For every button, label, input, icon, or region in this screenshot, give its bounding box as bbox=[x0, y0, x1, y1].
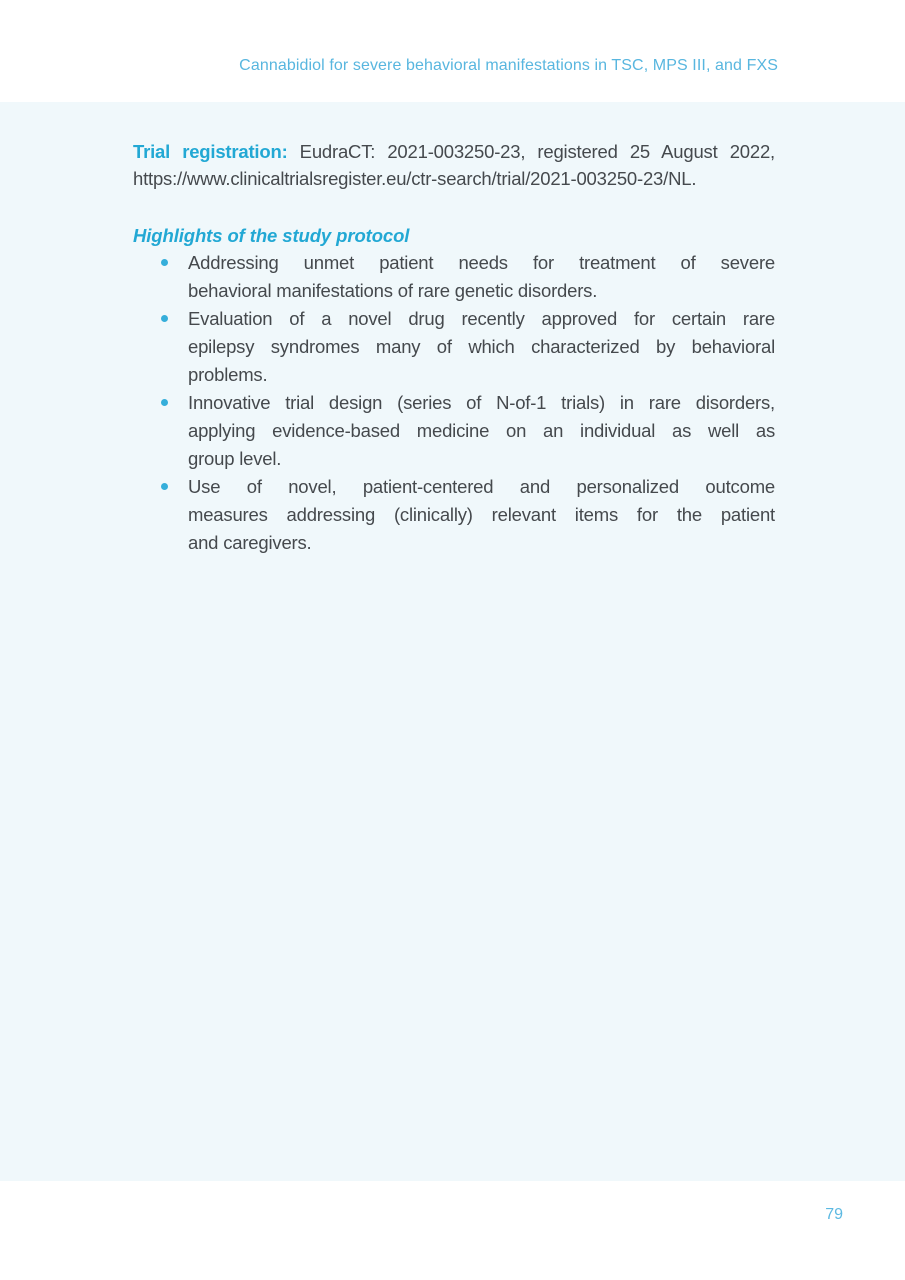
page-number: 79 bbox=[825, 1206, 843, 1223]
bullet-icon bbox=[161, 259, 168, 266]
bullet-icon bbox=[161, 483, 168, 490]
list-item-line: problems. bbox=[188, 364, 268, 385]
list-item-line: Addressing unmet patient needs for treatment of severe bbox=[188, 252, 775, 273]
list-item-line: Use of novel, patient-centered and personalized outcome bbox=[188, 476, 775, 497]
trial-registration-line1 bbox=[133, 138, 775, 165]
highlights-heading: Highlights of the study protocol bbox=[133, 225, 410, 246]
trial-registration-url: https://www.clinicaltrialsregister.eu/ctr-search/trial/2021-003250-23/NL. bbox=[133, 168, 697, 189]
content-panel bbox=[0, 102, 905, 1181]
list-item-line: Evaluation of a novel drug recently approved for certain rare bbox=[188, 308, 775, 329]
list-item-line: and caregivers. bbox=[188, 532, 312, 553]
list-item bbox=[133, 249, 775, 305]
list-item bbox=[133, 305, 775, 389]
bullet-icon bbox=[161, 315, 168, 322]
page-footer bbox=[825, 1205, 843, 1224]
list-item-line: applying evidence-based medicine on an individual as well as bbox=[188, 420, 775, 441]
trial-registration-paragraph bbox=[133, 138, 775, 192]
running-head-text: Cannabidiol for severe behavioral manifestations in TSC, MPS III, and FXS bbox=[239, 57, 778, 74]
list-item-line: behavioral manifestations of rare genetic disorders. bbox=[188, 280, 598, 301]
list-item-line: group level. bbox=[188, 448, 282, 469]
list-item bbox=[133, 473, 775, 557]
list-item-line: measures addressing (clinically) relevant items for the patient bbox=[188, 504, 775, 525]
list-item bbox=[133, 389, 775, 473]
running-header bbox=[0, 0, 905, 102]
trial-registration-line1-text: EudraCT: 2021-003250-23, registered 25 August 2022, bbox=[287, 141, 775, 162]
list-item-line: Innovative trial design (series of N-of-1 trials) in rare disorders, bbox=[188, 392, 775, 413]
trial-registration-label: Trial registration: bbox=[133, 141, 288, 162]
highlights-list bbox=[133, 249, 775, 557]
list-item-line: epilepsy syndromes many of which characterized by behavioral bbox=[188, 336, 775, 357]
bullet-icon bbox=[161, 399, 168, 406]
